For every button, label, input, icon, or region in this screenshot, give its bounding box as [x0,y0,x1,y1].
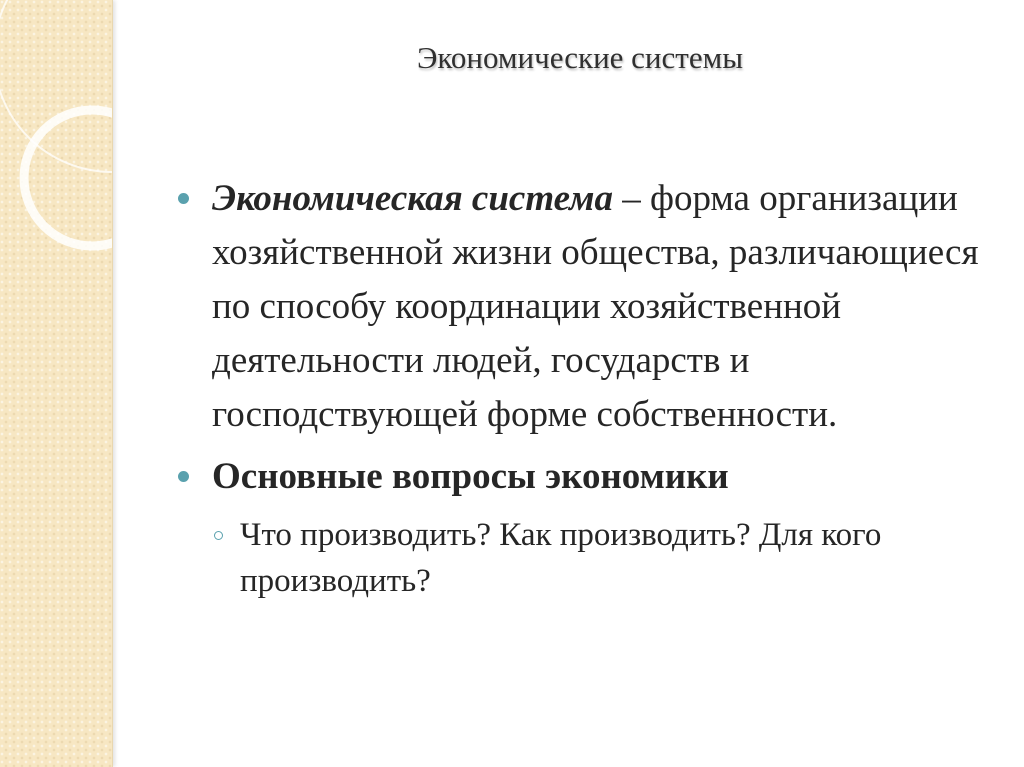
sub-bullet-questions [212,512,988,604]
sub-bullet-circle-icon [214,531,223,540]
definition-term: Экономическая система [212,178,613,219]
questions-heading: Основные вопросы экономики [212,456,729,497]
slide-content [178,172,988,604]
bullet-dot-icon [178,193,189,204]
definition-text: – форма организации хозяйственной жизни общества, различающиеся по способу координации хозяйственной деятельности людей, государств и господствующей форме собственности. [212,178,979,435]
bullet-definition [178,172,988,442]
bullet-dot-icon [178,471,189,482]
questions-text: Что производить? Как производить? Для кого производить? [240,517,882,599]
slide-title: Экономические системы [416,40,744,75]
bullet-questions [178,450,988,504]
decorative-side-panel [0,0,113,767]
decorative-circles-icon [0,0,112,767]
